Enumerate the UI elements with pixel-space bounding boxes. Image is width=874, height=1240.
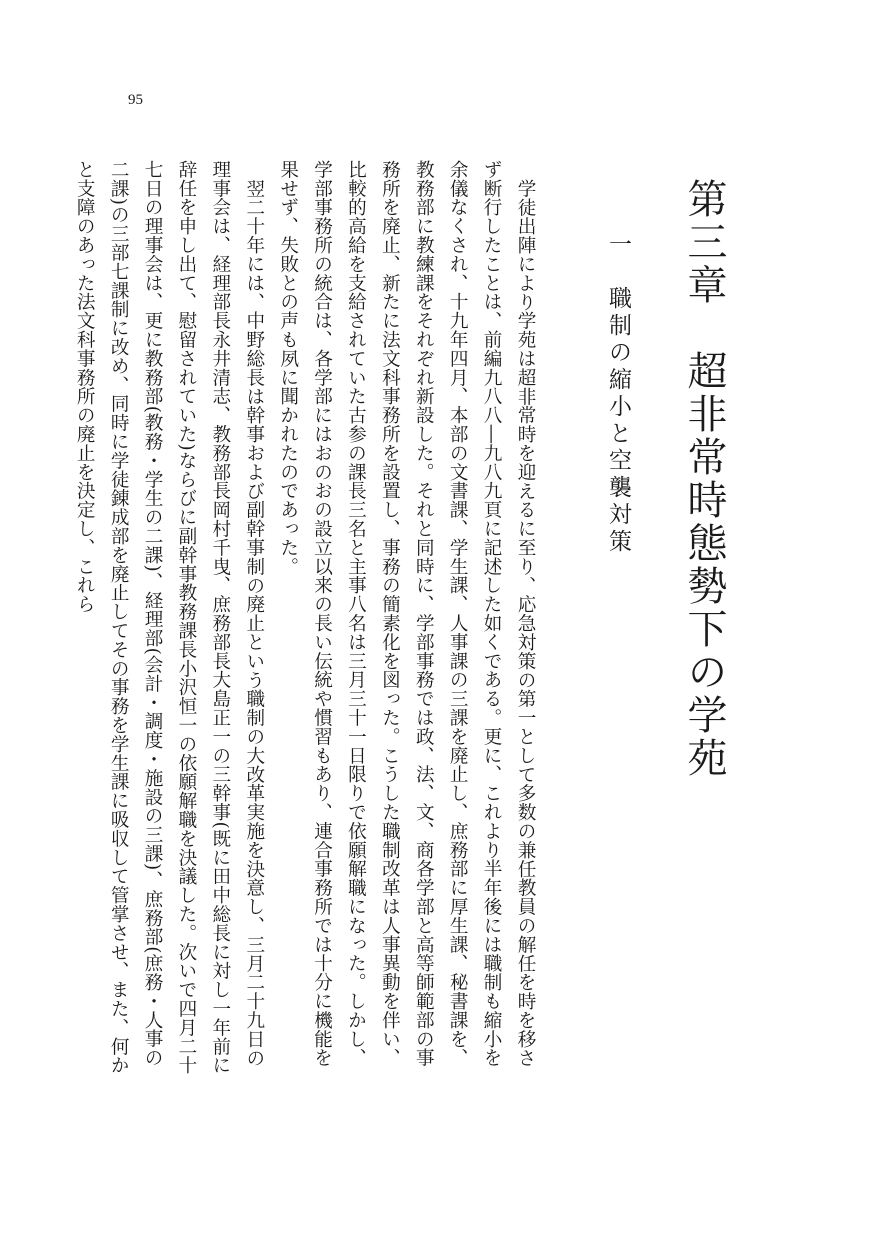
page-number: 95: [128, 92, 143, 108]
chapter-title: 第三章 超非常時態勢下の学苑: [681, 178, 727, 780]
body-text: [74, 160, 542, 1085]
section-heading: 一 職制の縮小と空襲対策: [605, 232, 631, 556]
paragraph-2: 翌二十年には、中野総長は幹事および副幹事制の廃止という職制の大改革実施を決意し、三月二十九日の理事会は、経理部長永井清志、教務部長岡村千曳、庶務部長大島正一の三幹事(既に田中総長に対し一年前に辞任を申し出て、慰留されていた)ならびに副幹事教務課長小沢恒一の依願解職を決議した。次いで四月二十七日の理事会は、更に教務部(教務・学生の二課)、経理部(会計・調度・施設の三課)、庶務部(庶務・人事の二課)の三部七課制に改め、同時に学徒錬成部を廃止してその事務を学生課に吸収して管掌させ、また、何かと支障のあった法文科事務所の廃止を決定し、これら: [74, 160, 265, 1075]
paragraph-1: 学徒出陣により学苑は超非常時を迎えるに至り、応急対策の第一として多数の兼任教員の解任を時を移さず断行したことは、前編九八八―九八九頁に記述した如くである。更に、これより半年後には職制も縮小を余儀なくされ、十九年四月、本部の文書課、学生課、人事課の三課を廃止し、庶務部に厚生課、秘書課を、教務部に教練課をそれぞれ新設した。それと同時に、学部事務では政、法、文、商各学部と高等師範部の事務所を廃止、新たに法文科事務所を設置し、事務の簡素化を図った。こうした職制改革は人事異動を伴い、比較的高給を支給されていた古参の課長三名と主事八名は三月三十一日限りで依願解職になった。しかし、学部事務所の統合は、各学部にはおのおの設立以来の長い伝統や慣習もあり、連合事務所では十分に機能を果せず、失敗との声も夙に聞かれたのであった。: [277, 160, 536, 1068]
